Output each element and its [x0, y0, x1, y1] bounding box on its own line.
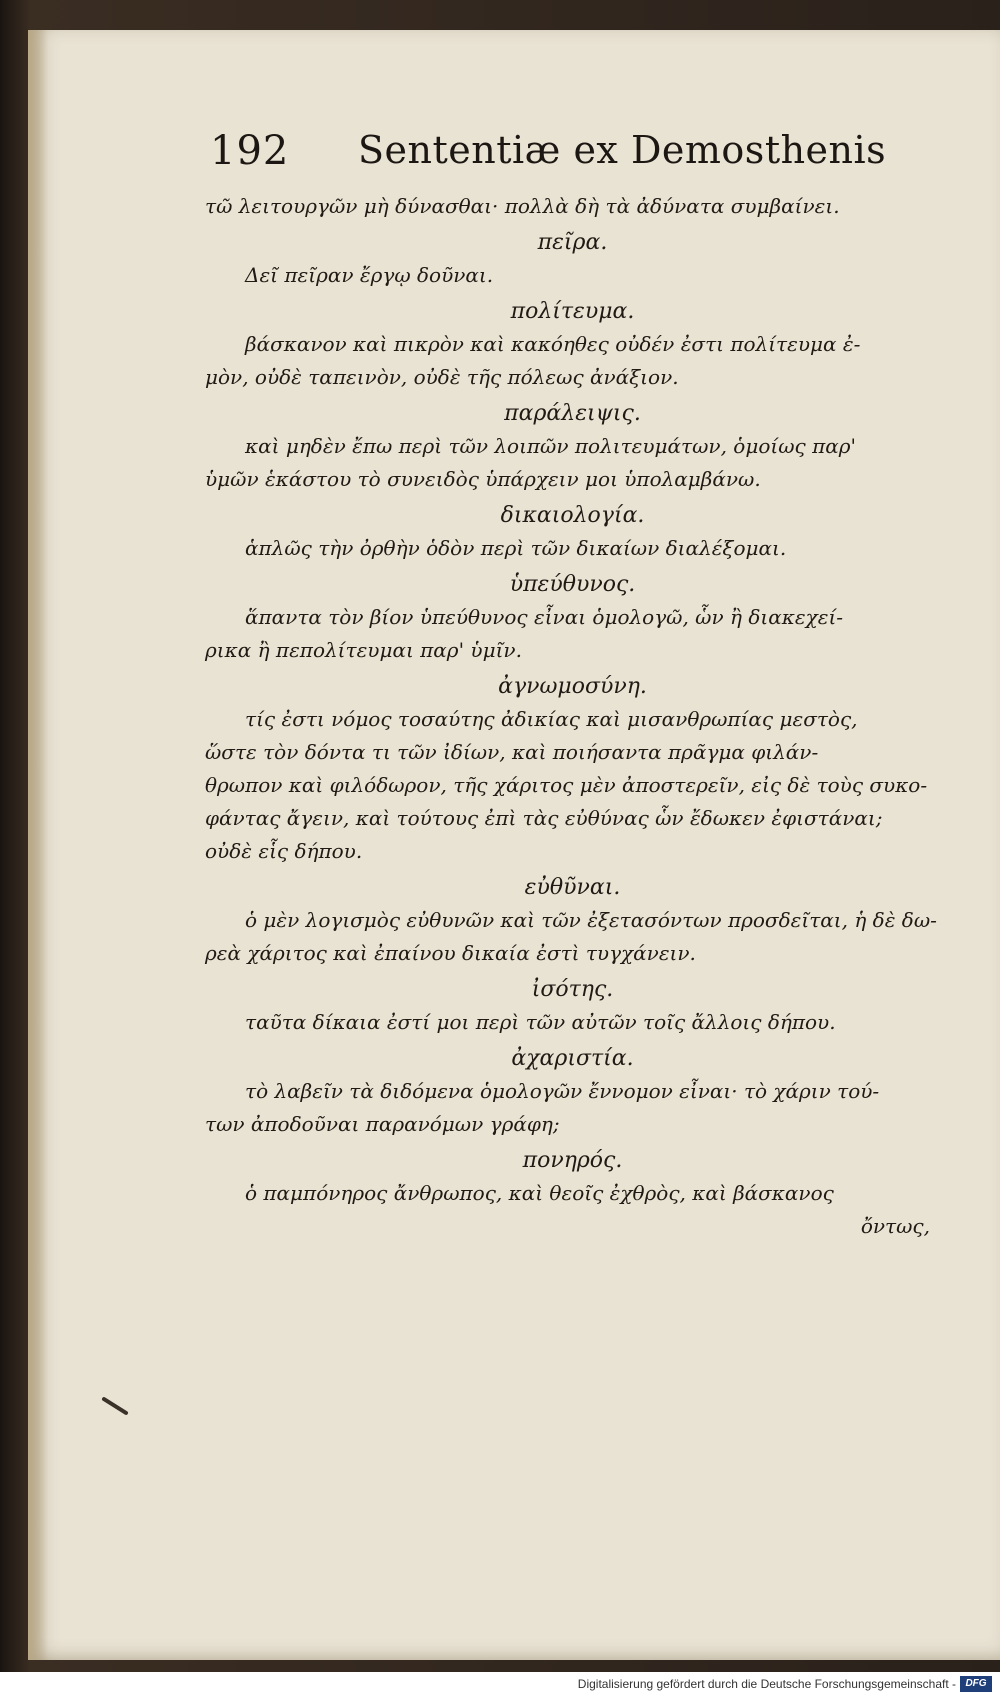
text-line: ἅπαντα τὸν βίον ὑπεύθυνος εἶναι ὁμολογῶ, ὧν ἢ διακεχεί- [245, 605, 844, 629]
section-heading: ὑπεύθυνος. [509, 572, 636, 597]
section-heading: πολίτευμα. [510, 299, 635, 324]
section-heading: εὐθῦναι. [524, 875, 621, 900]
text-line: ἁπλῶς τὴν ὀρθὴν ὁδὸν περὶ τῶν δικαίων διαλέξομαι. [245, 536, 787, 560]
text-line: ταῦτα δίκαια ἐστί μοι περὶ τῶν αὐτῶν τοῖς ἄλλοις δήπου. [245, 1010, 836, 1034]
text-line: τίς ἐστι νόμος τοσαύτης ἀδικίας καὶ μισανθρωπίας μεστὸς, [245, 707, 858, 731]
section-heading: ἰσότης. [531, 977, 614, 1002]
section-heading: δικαιολογία. [500, 503, 645, 528]
page-number: 192 [210, 128, 290, 174]
text-line: ρεὰ χάριτος καὶ ἐπαίνου δικαία ἐστὶ τυγχάνειν. [205, 941, 696, 965]
text-line: φάντας ἄγειν, καὶ τούτους ἐπὶ τὰς εὐθύνας ὧν ἔδωκεν ἐφιστάναι; [205, 806, 883, 830]
section-heading: ἀχαριστία. [511, 1046, 634, 1071]
text-line: ὑμῶν ἑκάστου τὸ συνειδὸς ὑπάρχειν μοι ὑπολαμβάνω. [205, 467, 761, 491]
catchword: ὄντως, [860, 1214, 930, 1238]
text-line: των ἀποδοῦναι παρανόμων γράφη; [205, 1112, 560, 1136]
text-line: θρωπον καὶ φιλόδωρον, τῆς χάριτος μὲν ἀποστερεῖν, εἰς δὲ τοὺς συκο- [205, 773, 928, 797]
text-line: καὶ μηδὲν ἔπω περὶ τῶν λοιπῶν πολιτευμάτων, ὁμοίως παρ' [245, 434, 856, 458]
section-heading: πονηρός. [522, 1148, 623, 1173]
text-line: ρικα ἢ πεπολίτευμαι παρ' ὑμῖν. [205, 638, 522, 662]
section-heading: ἀγνωμοσύνη. [498, 674, 647, 699]
text-line: τῶ λειτουργῶν μὴ δύνασθαι· πολλὰ δὴ τὰ ἀδύνατα συμβαίνει. [205, 194, 840, 218]
text-line: μὸν, οὐδὲ ταπεινὸν, οὐδὲ τῆς πόλεως ἀνάξιον. [205, 365, 679, 389]
body-text [205, 190, 940, 1243]
page-header [210, 128, 910, 184]
digitization-footer [0, 1672, 1000, 1698]
text-line: ὁ μὲν λογισμὸς εὐθυνῶν καὶ τῶν ἐξετασόντων προσδεῖται, ἡ δὲ δω- [245, 908, 937, 932]
funding-credit: Digitalisierung gefördert durch die Deutsche Forschungsgemeinschaft - [577, 1677, 956, 1691]
text-line: τὸ λαβεῖν τὰ διδόμενα ὁμολογῶν ἔννομον εἶναι· τὸ χάριν τού- [245, 1079, 880, 1103]
dfg-logo: DFG [960, 1676, 992, 1692]
running-title: Sententiæ ex Demosthenis [358, 128, 887, 172]
text-line: Δεῖ πεῖραν ἔργῳ δοῦναι. [245, 263, 494, 287]
page-gutter-shadow [28, 30, 48, 1660]
section-heading: παράλειψις. [504, 401, 641, 426]
text-line: οὐδὲ εἷς δήπου. [205, 839, 363, 863]
section-heading: πεῖρα. [537, 230, 608, 255]
text-line: ὁ παμπόνηρος ἄνθρωπος, καὶ θεοῖς ἐχθρὸς, καὶ βάσκανος [245, 1181, 834, 1205]
text-line: ὥστε τὸν δόντα τι τῶν ἰδίων, καὶ ποιήσαντα πρᾶγμα φιλάν- [205, 740, 819, 764]
text-line: βάσκανον καὶ πικρὸν καὶ κακόηθες οὐδέν ἐστι πολίτευμα ἐ- [245, 332, 861, 356]
